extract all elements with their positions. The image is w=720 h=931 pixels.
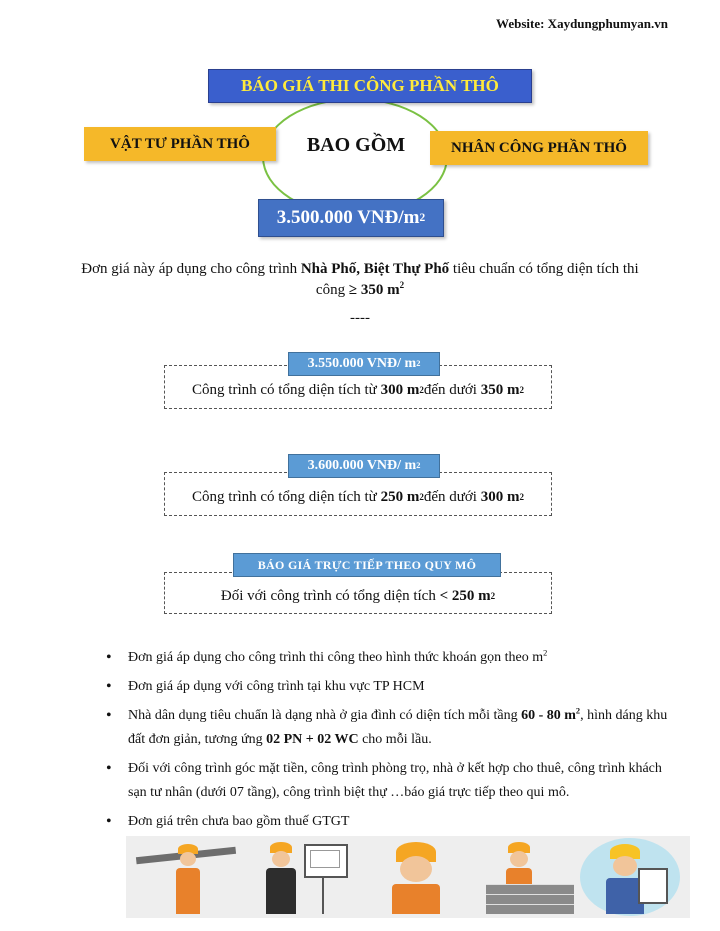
note-1-text: Đơn giá áp dụng cho công trình thi công theo hình thức khoán gọn theo m xyxy=(128,650,544,665)
intro-bold-2: ≥ 350 m xyxy=(348,282,400,298)
note-4-text: Đối với công trình góc mặt tiền, công trình phòng trọ, nhà ở kết hợp cho thuê, công trình khách sạn tư nhân (dưới 07 tầng), công trình biệt thự …báo giá trực tiếp theo qui mô. xyxy=(128,761,662,800)
note-3-text-c: , hình dáng khu đất đơn giản, tương ứng xyxy=(128,708,668,747)
intro-bold-1: Nhà Phố, Biệt Thự Phố xyxy=(300,261,450,277)
note-3-rooms: 02 PN + 02 WC xyxy=(266,732,359,747)
includes-label: BAO GỒM xyxy=(290,134,422,157)
worker-beam-illustration xyxy=(136,838,236,916)
tier-2-price-text: 3.600.000 VNĐ/ m xyxy=(307,458,417,473)
notes-list xyxy=(106,646,676,839)
tier-1-to: 350 m xyxy=(480,381,520,398)
tier-1-price-text: 3.550.000 VNĐ/ m xyxy=(307,356,417,371)
note-1-sup: 2 xyxy=(543,648,548,658)
tier-2-to: 300 m xyxy=(480,488,520,505)
labor-box: NHÂN CÔNG PHẦN THÔ xyxy=(430,131,648,165)
note-2 xyxy=(106,675,676,699)
base-price: 3.500.000 VNĐ/m xyxy=(276,207,420,228)
tier-2-mid: đến dưới xyxy=(423,488,477,505)
workers-banner xyxy=(126,836,690,918)
builder-illustration xyxy=(388,838,448,916)
intro-text-1: Đơn giá này áp dụng cho công trình xyxy=(81,261,301,277)
intro-sup: 2 xyxy=(399,280,405,290)
tier-2-price: 3.600.000 VNĐ/ m 2 xyxy=(288,454,440,478)
note-3-text-e: cho mỗi lầu. xyxy=(358,732,432,747)
note-3-sup: 2 xyxy=(575,706,581,716)
diagram-title: BÁO GIÁ THI CÔNG PHẦN THÔ xyxy=(208,69,532,103)
tier-box-3: Đối với công trình có tổng diện tích < 250 m 2 xyxy=(164,572,552,614)
note-1 xyxy=(106,646,676,670)
note-3-text-a: Nhà dân dụng tiêu chuẩn là dạng nhà ở gia đình có diện tích mỗi tầng xyxy=(128,708,522,723)
tier-1-mid: đến dưới xyxy=(423,381,477,398)
tier-3-label: BÁO GIÁ TRỰC TIẾP THEO QUY MÔ xyxy=(233,553,501,577)
note-5 xyxy=(106,810,676,834)
manager-illustration xyxy=(576,838,684,916)
material-box: VẬT TƯ PHẦN THÔ xyxy=(84,127,276,161)
tier-3-text: Đối với công trình có tổng diện tích xyxy=(220,587,436,604)
tier-box-1: Công trình có tổng diện tích từ 300 m 2 đến dưới 350 m 2 xyxy=(164,365,552,409)
engineer-illustration xyxy=(256,838,356,916)
base-price-box: 3.500.000 VNĐ/m 2 xyxy=(258,199,444,237)
website-label: Website: Xaydungphumyan.vn xyxy=(496,16,668,31)
intro-text-2: tiêu chuẩn có tổng diện tích thi công xyxy=(315,261,639,298)
tier-box-2: Công trình có tổng diện tích từ 250 m 2 đến dưới 300 m 2 xyxy=(164,472,552,516)
tier-1-from: 300 m xyxy=(380,381,420,398)
note-2-text: Đơn giá áp dụng với công trình tại khu vực TP HCM xyxy=(128,679,425,694)
note-3-area: 60 - 80 m xyxy=(521,708,576,723)
tier-2-text: Công trình có tổng diện tích từ xyxy=(192,488,377,505)
separator: ---- xyxy=(350,310,370,326)
tier-1-text: Công trình có tổng diện tích từ xyxy=(192,381,377,398)
tier-3-bold: < 250 m xyxy=(439,587,491,604)
tier-2-from: 250 m xyxy=(380,488,420,505)
intro-paragraph xyxy=(80,259,640,301)
note-5-text: Đơn giá trên chưa bao gồm thuế GTGT xyxy=(128,814,350,829)
note-4 xyxy=(106,757,676,805)
bricklayer-illustration xyxy=(466,838,576,916)
tier-1-price: 3.550.000 VNĐ/ m 2 xyxy=(288,352,440,376)
note-3 xyxy=(106,704,676,752)
